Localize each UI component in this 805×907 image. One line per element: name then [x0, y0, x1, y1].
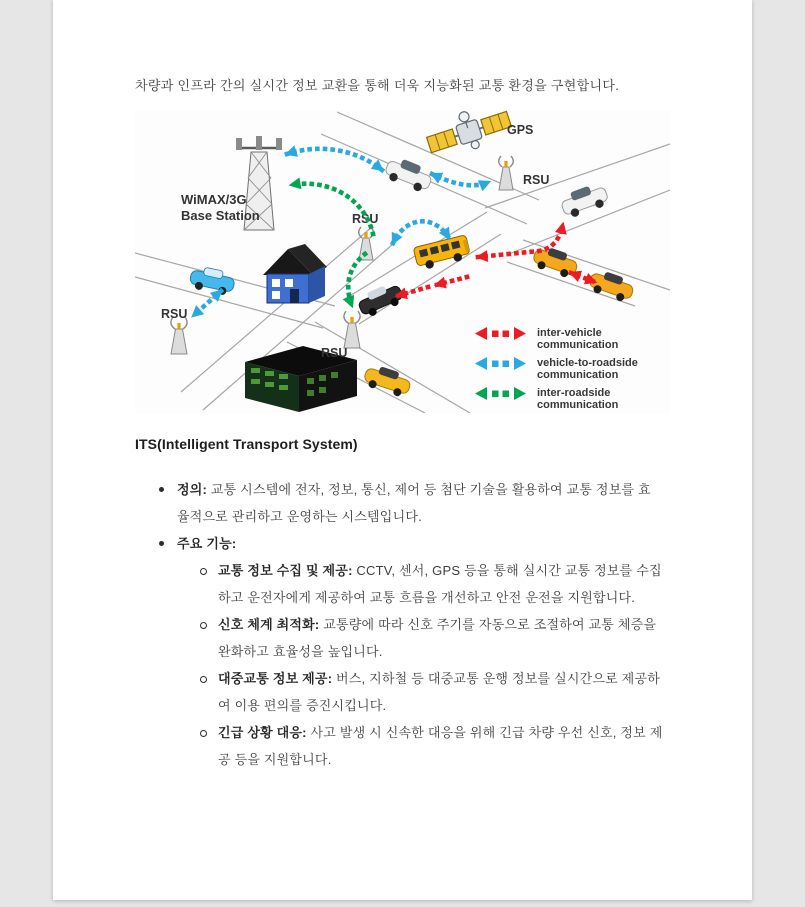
hollow-bullet-icon — [200, 568, 207, 575]
item-content — [218, 671, 660, 713]
base-station-label-line2: Base Station — [181, 208, 260, 223]
rsu-bottom-left-icon — [171, 317, 187, 354]
legend-arrow-inter-roadside — [475, 387, 526, 400]
legend-text: communication — [537, 369, 619, 381]
item-content — [177, 482, 651, 524]
house-icon — [263, 244, 327, 303]
item-content — [218, 563, 662, 605]
item-text: 버스, 지하철 등 대중교통 운행 정보를 실시간으로 제공하여 이용 편의를 증진시킵니다. — [218, 671, 660, 713]
item-label: 대중교통 정보 제공: — [218, 671, 333, 686]
item-label: 신호 체계 최적화: — [218, 617, 320, 632]
sub-item-emergency-response — [198, 719, 663, 773]
item-text: 교통 시스템에 전자, 정보, 통신, 제어 등 첨단 기술을 활용하여 교통 정보를 효율적으로 관리하고 운영하는 시스템입니다. — [177, 482, 651, 524]
its-diagram — [135, 110, 670, 413]
its-diagram-svg — [135, 110, 670, 413]
v2r-arrows — [193, 149, 489, 316]
hollow-bullet-icon — [200, 676, 207, 683]
item-label: 교통 정보 수집 및 제공: — [218, 563, 353, 578]
item-text: 교통량에 따라 신호 주기를 자동으로 조절하여 교통 체증을 완화하고 효율성을 높입니다. — [218, 617, 657, 659]
gps-label: GPS — [507, 123, 534, 137]
legend-text: communication — [537, 339, 619, 351]
yellow-car-lower-icon — [587, 268, 636, 305]
diagram-legend — [475, 327, 638, 411]
sub-item-signal-optimization — [198, 611, 663, 665]
legend-arrow-inter-vehicle — [475, 327, 526, 340]
item-text: 사고 발생 시 신속한 대응을 위해 긴급 차량 우선 신호, 정보 제공 등을 지원합니다. — [218, 725, 663, 767]
gps-satellite-icon — [423, 110, 515, 162]
rsu-label: RSU — [352, 212, 379, 226]
item-label: 긴급 상황 대응: — [218, 725, 307, 740]
sub-item-info-collection — [198, 557, 663, 611]
item-label: 주요 기능: — [177, 536, 237, 551]
legend-text: vehicle-to-roadside — [537, 357, 638, 369]
item-text: CCTV, 센서, GPS 등을 통해 실시간 교통 정보를 수집하고 운전자에게 제공하여 교통 흐름을 개선하고 안전 운전을 지원합니다. — [218, 563, 662, 605]
sub-item-public-transit-info — [198, 665, 663, 719]
school-bus-icon — [413, 235, 471, 272]
intro-text: 차량과 인프라 간의 실시간 정보 교환을 통해 더욱 지능화된 교통 환경을 구현합니다. — [135, 78, 620, 93]
base-station-label-line1: WiMAX/3G — [181, 192, 247, 207]
hollow-bullet-icon — [200, 730, 207, 737]
bullet-list — [135, 476, 663, 773]
bullet-icon — [159, 541, 164, 546]
list-item-definition — [157, 476, 663, 530]
list-item-main-functions — [157, 530, 663, 557]
item-content — [218, 617, 656, 659]
hollow-bullet-icon — [200, 622, 207, 629]
legend-arrow-vehicle-to-roadside — [475, 357, 526, 370]
legend-text: inter-vehicle — [537, 327, 602, 339]
legend-text: inter-roadside — [537, 387, 611, 399]
dark-sedan-icon — [356, 280, 406, 319]
rsu-label: RSU — [321, 346, 348, 360]
rsu-bottom-center-icon — [344, 311, 360, 348]
item-label: 정의: — [177, 482, 208, 497]
rsu-label: RSU — [523, 173, 550, 187]
rsu-top-right-icon — [499, 156, 514, 190]
white-car-right-icon — [559, 181, 611, 220]
legend-text: communication — [537, 399, 619, 411]
white-car-top-icon — [383, 154, 435, 194]
section-heading: ITS(Intelligent Transport System) — [135, 436, 358, 452]
bullet-icon — [159, 487, 164, 492]
rsu-label: RSU — [161, 307, 188, 321]
document-page — [53, 0, 752, 900]
item-content — [177, 536, 236, 551]
item-content — [218, 725, 662, 767]
